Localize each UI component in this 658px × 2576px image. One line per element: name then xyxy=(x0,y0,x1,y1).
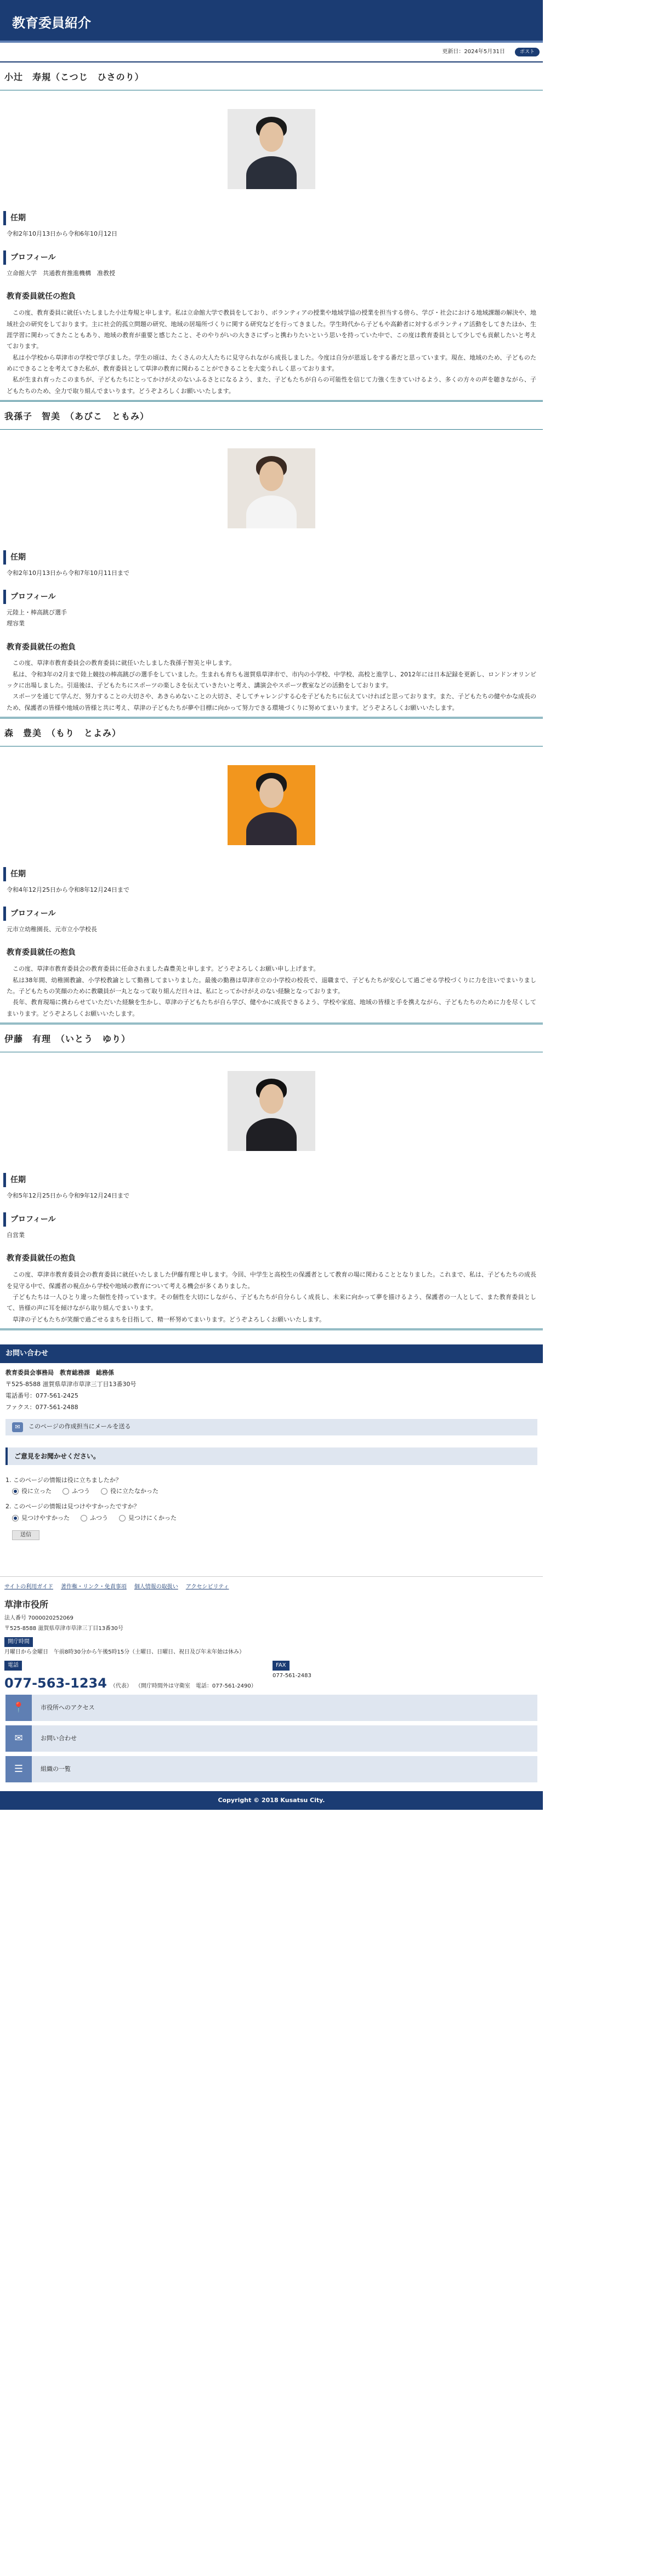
term-value: 令和5年12月25日から令和9年12月24日まで xyxy=(7,1192,129,1199)
q2-option-normal[interactable] xyxy=(81,1513,108,1524)
mail-icon: ✉ xyxy=(12,1422,23,1432)
profile-item: 理容業 xyxy=(7,620,25,628)
radio-button[interactable] xyxy=(63,1488,69,1495)
fax-tag: FAX xyxy=(273,1661,290,1671)
copyright: Copyright © 2018 Kusatsu City. xyxy=(0,1791,543,1810)
page-title: 教育委員紹介 xyxy=(0,0,543,43)
option-label: 役に立った xyxy=(21,1487,52,1495)
member-photo xyxy=(228,1071,315,1151)
contact-address: 〒525-8588 滋賀県草津市草津三丁目13番30号 xyxy=(5,1380,137,1388)
option-label: 見つけやすかった xyxy=(21,1514,70,1521)
thoughts-heading: 教育委員就任の抱負 xyxy=(7,1254,76,1263)
term-heading: 任期 xyxy=(3,211,543,225)
footer-link-privacy[interactable]: 個人情報の取扱い xyxy=(134,1583,178,1590)
radio-button[interactable] xyxy=(101,1488,107,1495)
member-section xyxy=(0,719,543,1024)
main-phone-number[interactable]: 077-563-1234 xyxy=(4,1675,107,1691)
profile-list xyxy=(0,607,543,630)
phone-note: （代表） xyxy=(110,1683,132,1689)
member-photo xyxy=(228,448,315,528)
map-pin-icon: 📍 xyxy=(5,1695,32,1721)
profile-list xyxy=(0,268,543,279)
updated-date: 更新日：2024年5月31日 xyxy=(442,48,505,55)
option-label: 見つけにくかった xyxy=(128,1514,177,1521)
contact-info xyxy=(0,1363,543,1414)
list-icon: ☰ xyxy=(5,1756,32,1782)
thoughts-paragraph: この度、草津市教育委員会の教育委員に就任いたしました伊藤有理と申します。今回、中学生と高校生の保護者として教育の場に関わることとなりました。これまで、私は、子どもたちの成長を見守る中で、保護者の視点から学校や地域の教育について考える機会が多くありました。 xyxy=(7,1271,536,1290)
survey-submit-button[interactable]: 送信 xyxy=(12,1530,39,1540)
q2-option-easy[interactable] xyxy=(12,1513,70,1524)
option-label: ふつう xyxy=(90,1514,108,1521)
contact-dept: 教育委員会事務局 教育総務課 総務係 xyxy=(5,1369,114,1376)
tel-tag: 電話 xyxy=(4,1661,22,1671)
profile-list xyxy=(0,1230,543,1241)
nav-organization[interactable] xyxy=(5,1756,537,1782)
member-name: 森 豊美 （もり とよみ） xyxy=(0,719,543,746)
q1-option-not-useful[interactable] xyxy=(101,1486,158,1497)
thoughts-paragraph: 草津の子どもたちが笑顔で過ごせるまちを目指して、精一杯努めてまいります。どうぞよろしくお願いいたします。 xyxy=(13,1315,326,1323)
nav-organization-label: 組織の一覧 xyxy=(41,1765,71,1773)
thoughts-paragraph: この度、草津市教育委員会の教育委員に就任いたしました我孫子智美と申します。 xyxy=(13,659,236,667)
contact-phone: 電話番号：077-561-2425 xyxy=(5,1392,78,1399)
thoughts-heading: 教育委員就任の抱負 xyxy=(7,642,76,652)
thoughts-paragraph: 私は38年間、幼稚園教諭、小学校教諭として勤務してまいりました。最後の勤務は草津市立の小学校の校長で、退職まで、子どもたちが安心して過ごせる学校づくりに力を注いでまいりました。子どもたちの笑顔のために教職員が一丸となって取り組んだ日々は、私にとってかけがえのない経験となっております。 xyxy=(7,976,536,995)
footer-link-accessibility[interactable]: アクセシビリティ xyxy=(185,1583,229,1590)
term-heading: 任期 xyxy=(3,867,543,881)
profile-heading: プロフィール xyxy=(3,907,543,921)
member-section xyxy=(0,402,543,719)
q1-option-normal[interactable] xyxy=(63,1486,90,1497)
thoughts-heading: 教育委員就任の抱負 xyxy=(7,292,76,301)
survey-options-1 xyxy=(5,1486,537,1497)
profile-item: 立命館大学 共通教育推進機構 准教授 xyxy=(7,269,115,277)
thoughts-paragraph: 私は小学校から草津市の学校で学びました。学生の頃は、たくさんの大人たちに見守られながら成長しました。今度は自分が恩返しをする番だと思っています。現在、地域のため、子どものためにできることを考えてきた私が、教育委員として草津の教育に関わることができることを大変うれしく思っております。 xyxy=(7,354,536,372)
nav-access-label: 市役所へのアクセス xyxy=(41,1704,95,1712)
term-value: 令和4年12月25日から令和8年12月24日まで xyxy=(7,886,129,893)
city-address: 〒525-8588 滋賀県草津市草津三丁目13番30号 xyxy=(4,1625,123,1632)
radio-button[interactable] xyxy=(81,1515,87,1521)
survey-heading: ご意見をお聞かせください。 xyxy=(5,1447,537,1465)
footer-links xyxy=(0,1576,543,1593)
footer-link-guide[interactable]: サイトの利用ガイド xyxy=(4,1583,53,1590)
fax-number: 077-561-2483 xyxy=(273,1672,311,1679)
footer-link-copyright[interactable]: 著作権・リンク・免責事項 xyxy=(61,1583,127,1590)
term-value: 令和2年10月13日から令和7年10月11日まで xyxy=(7,569,129,577)
survey-question-1: 1. このページの情報は役に立ちましたか？ xyxy=(5,1476,122,1484)
profile-heading: プロフィール xyxy=(3,250,543,265)
radio-button[interactable] xyxy=(12,1488,19,1495)
fax-block xyxy=(273,1657,311,1681)
city-name: 草津市役所 xyxy=(4,1599,49,1610)
mail-link-label: このページの作成担当にメールを送る xyxy=(29,1423,131,1431)
opening-hours: 月曜日から金曜日 午前8時30分から午後5時15分（土曜日、日曜日、祝日及び年末年始は休み） xyxy=(4,1649,245,1656)
thoughts-paragraph: 長年、教育現場に携わらせていただいた経験を生かし、草津の子どもたちが自ら学び、健やかに成長できるよう、学校や家庭、地域の皆様と手を携えながら、子どもたちのために力を尽くしてまいります。どうぞよろしくお願いいたします。 xyxy=(7,999,536,1017)
term-value: 令和2年10月13日から令和6年10月12日 xyxy=(7,230,117,237)
member-section xyxy=(0,1024,543,1330)
thoughts-paragraph: 私は、令和3年の2月まで陸上競技の棒高跳びの選手をしていました。生まれも育ちも滋賀県草津市で、市内の小学校、中学校、高校と進学し、2012年には日本記録を更新し、ロンドンオリンピックに出場しました。引退後は、子どもたちにスポーツの楽しさを伝えていきたいと考え、講演会やスポーツ教室などの活動をしております。 xyxy=(7,670,536,689)
members-list xyxy=(0,62,543,1330)
profile-item: 自営業 xyxy=(7,1231,25,1239)
phone-row xyxy=(0,1671,543,1695)
thoughts-paragraph: スポーツを通じて学んだ、努力することの大切さや、あきらめないことの大切さ、そしてチャレンジする心を子どもたちに伝えていければと思っております。また、子どもたちの健やかな成長のため、保護者の皆様や地域の皆様と共に考え、草津の子どもたちが夢や目標に向かって努力できる環境づくりに努めてまいります。どうぞよろしくお願いいたします。 xyxy=(7,693,536,711)
member-section xyxy=(0,62,543,402)
hours-tag: 開庁時間 xyxy=(4,1637,33,1647)
nav-access[interactable] xyxy=(5,1695,537,1721)
nav-contact-label: お問い合わせ xyxy=(41,1735,77,1742)
phone-block xyxy=(0,1657,543,1690)
phone-extra: （開庁時間外は守衛室 電話：077-561-2490） xyxy=(135,1683,257,1689)
term-heading: 任期 xyxy=(3,1173,543,1187)
option-label: 役に立たなかった xyxy=(110,1487,158,1495)
share-button[interactable]: ポスト xyxy=(515,48,540,56)
thoughts-paragraph: 子どもたちは一人ひとり違った個性を持っています。その個性を大切にしながら、子どもたちが自分らしく成長し、未来に向かって夢を描けるよう、保護者の一人として、また教育委員として、皆様の声に耳を傾けながら取り組んでまいります。 xyxy=(7,1293,536,1312)
member-name: 伊藤 有理 （いとう ゆり） xyxy=(0,1024,543,1052)
q1-option-useful[interactable] xyxy=(12,1486,52,1497)
profile-item: 元市立幼稚園長、元市立小学校長 xyxy=(7,926,97,933)
term-heading: 任期 xyxy=(3,550,543,565)
survey-question-2: 2. このページの情報は見つけやすかったですか？ xyxy=(5,1503,140,1511)
thoughts-heading: 教育委員就任の抱負 xyxy=(7,948,76,958)
survey-form xyxy=(0,1465,543,1540)
contact-heading: お問い合わせ xyxy=(0,1344,543,1363)
thoughts-paragraph: この度、教育委員に就任いたしました小辻寿規と申します。私は立命館大学で教員をしており、ボランティアの授業や地域学協の授業を担当する傍ら、学び・社会における地域課題の解決や、地域社会の研究をしております。主に社会的孤立問題の研究、地域の居場所づくりに関する研究などを行ってきました。学生時代から子どもや高齢者に対するボランティア活動をしてきたほか、生涯学習に関わってきたこともあり、地域の教育が重要と感じたこと、そのやりがいの大きさにずっと携わりたいという思いを持っていた中で、この度は教育委員として少しでも貢献したいと考えております。 xyxy=(7,309,537,350)
member-photo xyxy=(228,765,315,845)
mail-icon: ✉ xyxy=(5,1725,32,1752)
mail-link[interactable] xyxy=(5,1419,537,1435)
profile-item: 元陸上・棒高跳び選手 xyxy=(7,608,67,616)
thoughts-paragraph: この度、草津市教育委員会の教育委員に任命されました森豊美と申します。どうぞよろしくお願い申し上げます。 xyxy=(13,965,320,973)
corporate-number: 法人番号 7000020252069 xyxy=(4,1615,73,1621)
q2-option-hard[interactable] xyxy=(119,1513,177,1524)
nav-contact[interactable] xyxy=(5,1725,537,1752)
member-name: 我孫子 智美 （あびこ ともみ） xyxy=(0,402,543,430)
survey-options-2 xyxy=(5,1513,537,1524)
member-name: 小辻 寿規（こつじ ひさのり） xyxy=(0,62,543,90)
radio-button[interactable] xyxy=(12,1515,19,1521)
thoughts-paragraph: 私が生まれ育ったこのまちが、子どもたちにとってかけがえのないふるさとになるよう、また、子どもたちが自らの可能性を信じて力強く生きていけるよう、多くの方々の声を聴きながら、子どもたちのため、全力で取り組んでまいります。どうぞよろしくお願いいたします。 xyxy=(7,376,536,395)
contact-fax: ファクス：077-561-2488 xyxy=(5,1403,78,1411)
profile-heading: プロフィール xyxy=(3,590,543,604)
meta-row xyxy=(0,43,543,61)
radio-button[interactable] xyxy=(119,1515,126,1521)
profile-list xyxy=(0,924,543,935)
option-label: ふつう xyxy=(72,1487,90,1495)
profile-heading: プロフィール xyxy=(3,1212,543,1227)
member-photo xyxy=(228,109,315,189)
